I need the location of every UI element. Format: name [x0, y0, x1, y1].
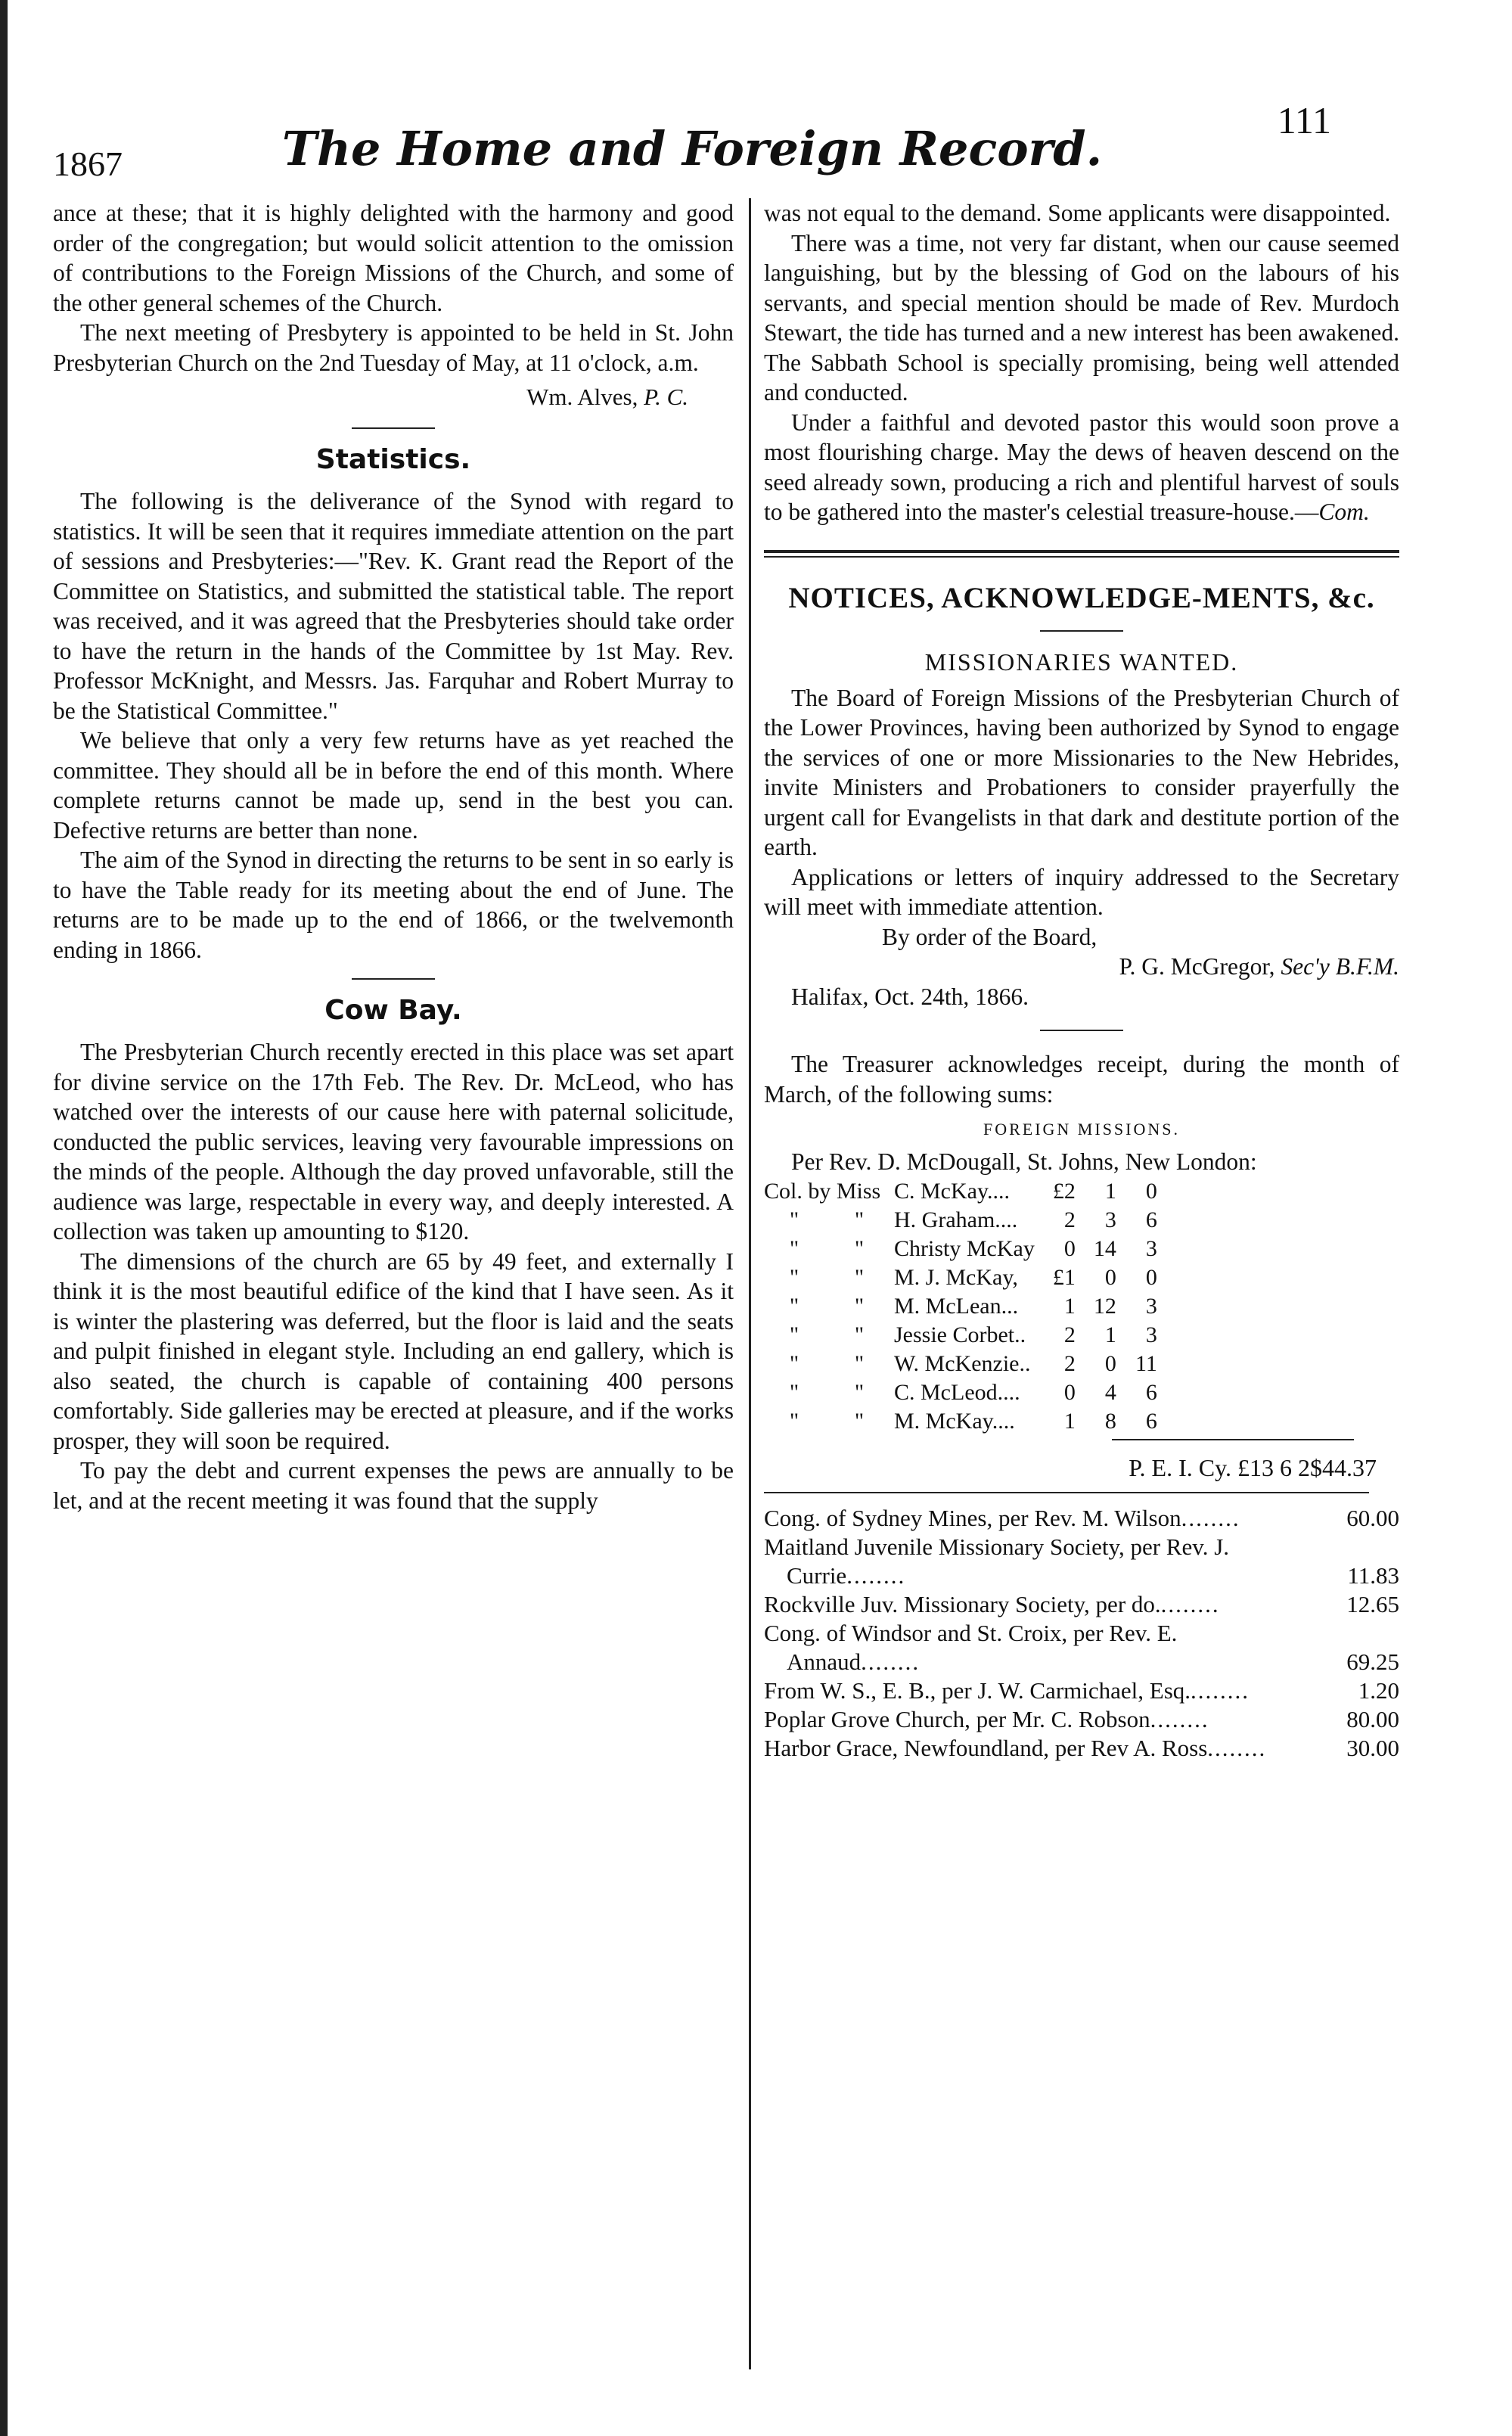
receipt-amount: 69.25: [1346, 1648, 1399, 1675]
receipts-list: [764, 1504, 1399, 1763]
dot-leader: ........: [1207, 1734, 1267, 1761]
receipt-description-text: Cong. of Windsor and St. Croix, per Rev. E. Annaud: [764, 1619, 1178, 1675]
ditto-mark: ": [854, 1293, 865, 1319]
collector-name: H. Graham....: [894, 1207, 1018, 1232]
total-line: P. E. I. Cy. £13 6 2$44.37: [1129, 1453, 1377, 1481]
ditto-mark: ": [789, 1322, 799, 1347]
col-by-label: Col. by Miss: [764, 1178, 881, 1204]
dot-leader: ........: [1160, 1590, 1220, 1617]
column-divider: [749, 198, 751, 2369]
ditto-mark: ": [789, 1207, 799, 1232]
receipt-row: [764, 1619, 1399, 1676]
receipt-row: [764, 1590, 1399, 1619]
collector-name: W. McKenzie..: [894, 1350, 1031, 1376]
ditto-mark: ": [854, 1235, 865, 1261]
receipt-description: [764, 1504, 1309, 1533]
shillings-value: 1: [1104, 1322, 1116, 1347]
receipt-description: [764, 1676, 1309, 1705]
ditto-mark: ": [854, 1207, 865, 1232]
pence-value: 3: [1145, 1322, 1157, 1347]
receipts-rule: [764, 1492, 1369, 1493]
receipt-amount: 1.20: [1358, 1676, 1399, 1704]
receipt-amount: 60.00: [1346, 1504, 1399, 1531]
header-page-number: 111: [1277, 99, 1331, 141]
notices-heading: NOTICES, ACKNOWLEDGE-MENTS, &c.: [788, 581, 1375, 614]
receipt-description-text: Maitland Juvenile Missionary Society, per Rev. J. Currie: [764, 1533, 1230, 1589]
section-rule: [1040, 1030, 1123, 1031]
pounds-value: 2: [1063, 1322, 1076, 1347]
ditto-mark: ": [789, 1379, 799, 1405]
ditto-mark: ": [789, 1350, 799, 1376]
receipt-description: [764, 1734, 1309, 1763]
ditto-mark: ": [854, 1350, 865, 1376]
signature-name: Wm. Alves,: [526, 384, 638, 410]
pence-value: 0: [1145, 1264, 1157, 1290]
dot-leader: ........: [1150, 1705, 1209, 1732]
pounds-value: 1: [1063, 1408, 1076, 1434]
collection-row: [764, 1350, 1162, 1378]
statistics-heading: Statistics.: [315, 444, 471, 475]
pence-value: 11: [1135, 1350, 1157, 1376]
continued-paragraph-3-text: Under a faithful and devoted pastor this would soon prove a most flourishing charge. May the dews of heaven descend on the seed already sown, producing a rich and plentiful harvest of souls to be gathered into the master's celestial treasure-house.—: [764, 409, 1399, 525]
collection-row: [764, 1206, 1162, 1235]
receipt-description-text: Poplar Grove Church, per Mr. C. Robson: [764, 1705, 1150, 1732]
cow-bay-paragraph-3: To pay the debt and current expenses the pews are annually to be let, and at the recent meeting it was found that the supply: [53, 1457, 734, 1514]
section-rule: [352, 978, 435, 980]
receipt-description: [764, 1590, 1309, 1619]
order-date: Halifax, Oct. 24th, 1866.: [791, 983, 1029, 1010]
dot-leader: ........: [1181, 1504, 1240, 1531]
ditto-mark: ": [789, 1408, 799, 1434]
receipt-amount: 80.00: [1346, 1705, 1399, 1732]
receipt-amount: 11.83: [1347, 1561, 1399, 1589]
statistics-paragraph-2: We believe that only a very few returns have as yet reached the committee. They should all be in before the end of this month. Where complete returns cannot be made up, send in the best you can. Defective returns are better than none.: [53, 727, 734, 844]
statistics-paragraph-3: The aim of the Synod in directing the returns to be sent in so early is to have the Table ready for its meeting about the end of June. The returns are to be made up to the end of 1866, or the twelvemonth ending in 1866.: [53, 847, 734, 963]
presbytery-signature: [53, 381, 688, 414]
meeting-paragraph: The next meeting of Presbytery is appointed to be held in St. John Presbyterian Church on the 2nd Tuesday of May, at 11 o'clock, a.m.: [53, 319, 734, 376]
section-rule: [352, 427, 435, 429]
section-double-rule: [764, 550, 1399, 558]
header-year: 1867: [53, 144, 123, 183]
receipt-row: [764, 1533, 1399, 1590]
pence-value: 6: [1145, 1379, 1157, 1405]
receipt-row: [764, 1504, 1399, 1533]
collector-name: Christy McKay: [894, 1235, 1035, 1261]
collection-row: [764, 1292, 1162, 1321]
per-rev-line: Per Rev. D. McDougall, St. Johns, New London:: [791, 1148, 1257, 1175]
page-header: [53, 83, 1331, 183]
cow-bay-paragraph-1: The Presbyterian Church recently erected in this place was set apart for divine service on the 17th Feb. The Rev. Dr. McLeod, who has watched over the interests of our cause here with paternal solicitude, conducted the public services, leaving very favourable impressions on the minds of the people. Although the day proved unfavorable, still the audience was large, respectable in every way, and deeply interested. A collection was taken up amounting to $120.: [53, 1039, 734, 1244]
missionaries-paragraph-1: The Board of Foreign Missions of the Presbyterian Church of the Lower Provinces, having been authorized by Synod to engage the services of one or more Missionaries to the New Hebrides, invite Ministers and Probationers to consider prayerfully the urgent call for Evangelists in that dark and destitute portion of the earth.: [764, 684, 1399, 860]
order-signature: [764, 952, 1399, 982]
pounds-value: 0: [1063, 1235, 1076, 1261]
pounds-value: 2: [1063, 1207, 1076, 1232]
receipt-row: [764, 1734, 1399, 1763]
receipt-description-text: Cong. of Sydney Mines, per Rev. M. Wilson: [764, 1504, 1181, 1531]
ditto-mark: ": [854, 1264, 865, 1290]
shillings-value: 12: [1093, 1293, 1116, 1319]
ditto-mark: ": [854, 1322, 865, 1347]
pence-value: 3: [1145, 1235, 1157, 1261]
collection-row: [764, 1177, 1162, 1206]
cow-bay-paragraph-2: The dimensions of the church are 65 by 49 feet, and externally I think it is the most beautiful edifice of the kind that I have seen. As it is winter the plastering was deferred, but the floor is laid and the seats and pulpit finished in elegant style. Including an end gallery, which is also seated, the church is capable of containing 400 persons comfortably. Side galleries may be erected at pleasure, and if the works prosper, they will soon be required.: [53, 1248, 734, 1454]
receipt-amount: 30.00: [1346, 1734, 1399, 1761]
receipt-description-text: Harbor Grace, Newfoundland, per Rev A. Ross: [764, 1734, 1208, 1761]
ditto-mark: ": [789, 1264, 799, 1290]
order-signer: P. G. McGregor,: [1119, 953, 1275, 980]
pounds-value: £2: [1052, 1178, 1076, 1204]
ditto-mark: ": [854, 1379, 865, 1405]
collection-row: [764, 1378, 1162, 1407]
signature-role: P. C.: [644, 384, 688, 410]
section-rule: [1040, 630, 1123, 632]
shillings-value: 3: [1104, 1207, 1116, 1232]
foreign-missions-label: FOREIGN MISSIONS.: [983, 1120, 1181, 1139]
missionaries-paragraph-2: Applications or letters of inquiry addressed to the Secretary will meet with immediate attention.: [764, 863, 1399, 920]
intro-paragraph: ance at these; that it is highly delighted with the harmony and good order of the congregation; but would solicit attention to the omission of contributions to the Foreign Missions of the Church, and some of the other general schemes of the Church.: [53, 200, 734, 316]
pounds-value: £1: [1052, 1264, 1076, 1290]
ditto-mark: ": [789, 1235, 799, 1261]
page-edge-shadow: [0, 0, 8, 2436]
header-title: The Home and Foreign Record.: [281, 121, 1103, 176]
pounds-value: 2: [1063, 1350, 1076, 1376]
collector-name: M. McKay....: [894, 1408, 1015, 1434]
continued-paragraph-1: was not equal to the demand. Some applicants were disappointed.: [764, 200, 1391, 226]
receipt-description-text: Rockville Juv. Missionary Society, per do.: [764, 1590, 1161, 1617]
pounds-value: 0: [1063, 1379, 1076, 1405]
receipt-row: [764, 1705, 1399, 1734]
receipt-description: [764, 1619, 1309, 1676]
pence-value: 6: [1145, 1408, 1157, 1434]
pence-value: 3: [1145, 1293, 1157, 1319]
order-role: Sec'y B.F.M.: [1281, 953, 1399, 980]
receipt-row: [764, 1676, 1399, 1705]
shillings-value: 1: [1104, 1178, 1116, 1204]
receipt-description-text: From W. S., E. B., per J. W. Carmichael, Esq.: [764, 1676, 1191, 1704]
shillings-value: 4: [1104, 1379, 1116, 1405]
collector-name: C. McLeod....: [894, 1379, 1020, 1405]
treasurer-paragraph: The Treasurer acknowledges receipt, during the month of March, of the following sums:: [764, 1051, 1399, 1108]
order-line: By order of the Board,: [882, 923, 1098, 950]
pounds-value: 1: [1063, 1293, 1076, 1319]
com-attribution: Com.: [1318, 499, 1370, 525]
dot-leader: ........: [861, 1648, 921, 1675]
cow-bay-heading: Cow Bay.: [324, 995, 462, 1026]
collector-name: Jessie Corbet..: [894, 1322, 1026, 1347]
receipt-description: [764, 1705, 1309, 1734]
receipt-amount: 12.65: [1346, 1590, 1399, 1617]
shillings-value: 0: [1104, 1350, 1116, 1376]
continued-paragraph-3: [764, 408, 1399, 527]
ditto-mark: ": [854, 1408, 865, 1434]
collector-name: M. J. McKay,: [894, 1264, 1018, 1290]
sum-rule: [1112, 1439, 1354, 1440]
ditto-mark: ": [789, 1293, 799, 1319]
receipt-description: [764, 1533, 1309, 1590]
collection-row: [764, 1407, 1162, 1436]
continued-paragraph-2: There was a time, not very far distant, when our cause seemed languishing, but by the blessing of God on the labours of his servants, and special mention should be made of Rev. Murdoch Stewart, the tide has turned and a new interest has been awakened. The Sabbath School is specially promising, being well attended and conducted.: [764, 229, 1399, 405]
dot-leader: ........: [1191, 1676, 1250, 1704]
pence-value: 0: [1145, 1178, 1157, 1204]
pence-value: 6: [1145, 1207, 1157, 1232]
statistics-paragraph-1: The following is the deliverance of the Synod with regard to statistics. It will be seen that it requires immediate attention on the part of sessions and Presbyteries:—"Rev. K. Grant read the Report of the Committee on Statistics, and submitted the statistical table. The report was received, and it was agreed that the Presbyteries should take order to have the return in the hands of the Committee by 1st May. Rev. Professor McKnight, and Messrs. Jas. Farquhar and Robert Murray to be the Statistical Committee.": [53, 488, 734, 724]
collection-row: [764, 1321, 1162, 1350]
shillings-value: 0: [1104, 1264, 1116, 1290]
shillings-value: 14: [1093, 1235, 1116, 1261]
right-column: [764, 198, 1399, 1763]
collections-table: [764, 1177, 1162, 1436]
shillings-value: 8: [1104, 1408, 1116, 1434]
collector-name: C. McKay....: [894, 1178, 1011, 1204]
left-column: [53, 198, 734, 1515]
missionaries-wanted-heading: MISSIONARIES WANTED.: [924, 648, 1239, 676]
collector-name: M. McLean...: [894, 1293, 1019, 1319]
collection-row: [764, 1235, 1162, 1263]
dot-leader: ........: [846, 1561, 906, 1589]
collection-row: [764, 1263, 1162, 1292]
